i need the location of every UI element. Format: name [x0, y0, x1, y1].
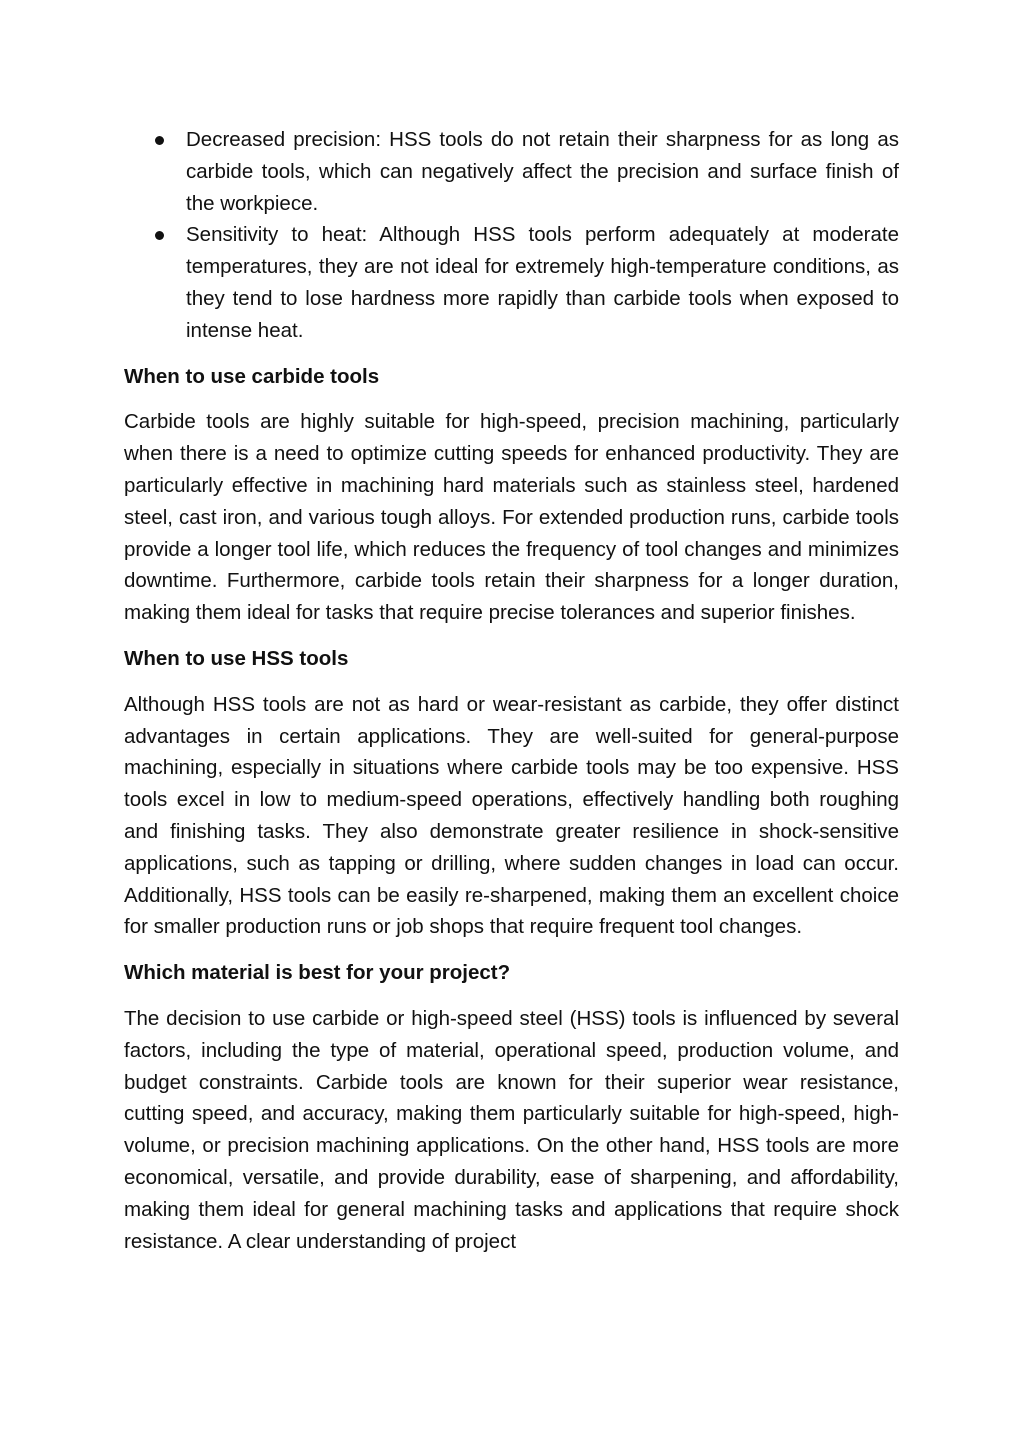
bullet-item	[124, 219, 899, 346]
section-heading-carbide: When to use carbide tools	[124, 364, 380, 388]
document-page	[124, 124, 899, 1257]
section-heading-hss: When to use HSS tools	[124, 646, 349, 670]
bullet-list	[124, 124, 899, 347]
bullet-dot-icon	[155, 231, 164, 240]
bullet-dot-icon	[155, 136, 164, 145]
section-body-which-material: The decision to use carbide or high-speed steel (HSS) tools is influenced by several factors, including the type of material, operational speed, production volume, and budget constraints. Carbide tools are known for their superior wear resistance, cutting speed, and accuracy, making them particularly suitable for high-speed, high-volume, or precision machining applications. On the other hand, HSS tools are more economical, versatile, and provide durability, ease of sharpening, and affordability, making them ideal for general machining tasks and applications that require shock resistance. A clear understanding of project	[124, 1006, 899, 1253]
section-heading-which-material: Which material is best for your project?	[124, 961, 511, 985]
bullet-text: Decreased precision: HSS tools do not retain their sharpness for as long as carbide tools, which can negatively affect the precision and surface finish of the workpiece.	[186, 128, 899, 215]
bullet-item	[124, 124, 899, 219]
section-body-hss: Although HSS tools are not as hard or wear-resistant as carbide, they offer distinct advantages in certain applications. They are well-suited for general-purpose machining, especially in situations where carbide tools may be too expensive. HSS tools excel in low to medium-speed operations, effectively handling both roughing and finishing tasks. They also demonstrate greater resilience in shock-sensitive applications, such as tapping or drilling, where sudden changes in load can occur. Additionally, HSS tools can be easily re-sharpened, making them an excellent choice for smaller production runs or job shops that require frequent tool changes.	[124, 692, 899, 939]
section-body-carbide: Carbide tools are highly suitable for high-speed, precision machining, particularly when there is a need to optimize cutting speeds for enhanced productivity. They are particularly effective in machining hard materials such as stainless steel, hardened steel, cast iron, and various tough alloys. For extended production runs, carbide tools provide a longer tool life, which reduces the frequency of tool changes and minimizes downtime. Furthermore, carbide tools retain their sharpness for a longer duration, making them ideal for tasks that require precise tolerances and superior finishes.	[124, 410, 899, 625]
bullet-text: Sensitivity to heat: Although HSS tools perform adequately at moderate temperatures, they are not ideal for extremely high-temperature conditions, as they tend to lose hardness more rapidly than carbide tools when exposed to intense heat.	[186, 223, 899, 342]
